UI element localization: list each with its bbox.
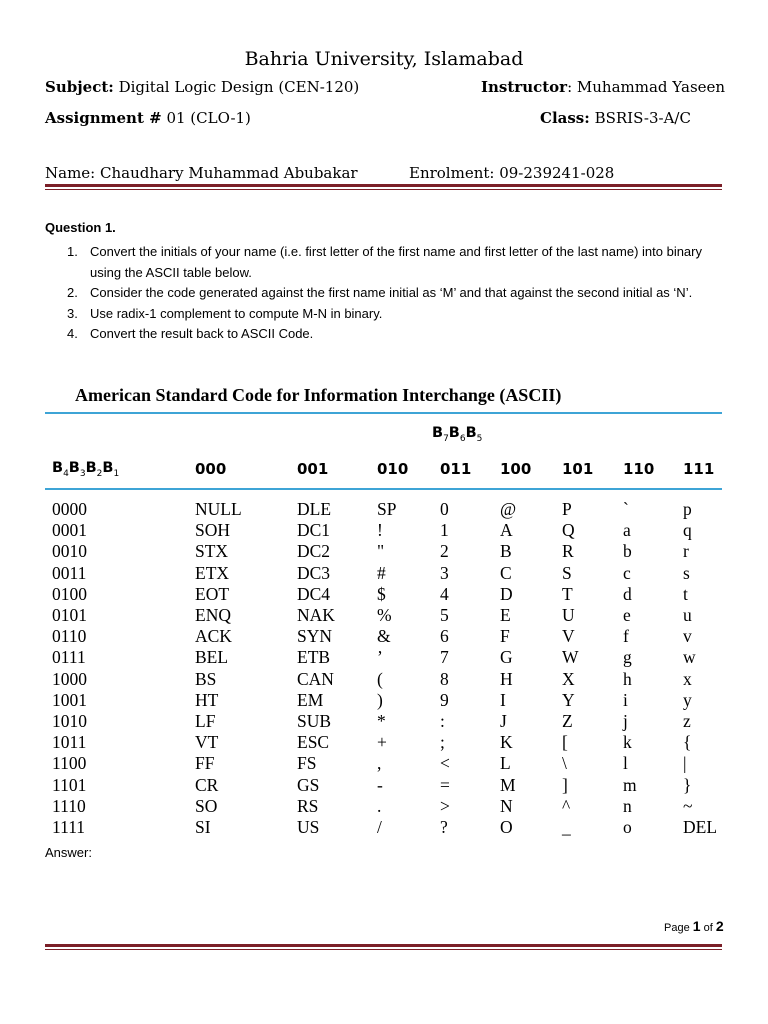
table-cell: 3	[440, 562, 449, 583]
row-bits: 1000	[52, 668, 87, 689]
table-cell: <	[440, 753, 450, 774]
table-cell: X	[562, 668, 575, 689]
table-cell: DEL	[683, 817, 718, 837]
table-header-line	[45, 488, 722, 490]
table-cell: 2	[440, 541, 449, 562]
table-cell: l	[623, 753, 628, 774]
table-cell: 4	[440, 583, 449, 604]
table-cell: k	[623, 732, 632, 753]
row-bits: 0010	[52, 541, 87, 562]
table-cell: EM	[297, 689, 324, 710]
table-cell: ENQ	[195, 605, 231, 625]
table-cell: DLE	[297, 499, 332, 519]
table-cell: v	[683, 626, 692, 647]
class-value: BSRIS-3-A/C	[594, 109, 691, 127]
table-cell: SUB	[297, 711, 332, 731]
table-cell: p	[683, 499, 692, 519]
table-cell: DC1	[297, 520, 331, 541]
table-cell: NULL	[195, 499, 242, 519]
subject-value: Digital Logic Design (CEN-120)	[118, 78, 360, 96]
table-cell: a	[623, 520, 631, 541]
table-cell: V	[562, 626, 575, 647]
university-title: Bahria University, Islamabad	[244, 48, 524, 70]
instructor-label: Instructor	[481, 78, 568, 96]
table-cell: g	[623, 647, 632, 668]
subject-label: Subject:	[45, 78, 114, 96]
table-cell: SI	[195, 817, 211, 837]
question-item-text: Use radix-1 complement to compute M-N in binary.	[90, 305, 383, 321]
question-title: Question 1.	[45, 220, 116, 235]
table-cell: {	[683, 732, 692, 753]
assignment-label: Assignment #	[45, 109, 162, 127]
table-cell: ;	[440, 732, 445, 753]
table-cell: ESC	[297, 732, 330, 753]
row-bits: 0111	[52, 647, 86, 668]
table-cell: ]	[562, 774, 568, 795]
table-cell: *	[377, 711, 386, 731]
table-cell: o	[623, 817, 632, 837]
column-group-header: $B_7B_6B_5$	[432, 425, 483, 444]
table-cell: 5	[440, 605, 449, 625]
table-cell: !	[377, 520, 383, 541]
table-cell: 8	[440, 668, 449, 689]
table-cell: `	[623, 499, 629, 519]
subject-line	[45, 78, 359, 96]
student-enrolment: Enrolment: 09-239241-028	[409, 164, 615, 182]
table-cell: 6	[440, 626, 449, 647]
table-cell: @	[500, 499, 517, 519]
row-bits: 1100	[52, 753, 87, 774]
assignment-line	[45, 109, 251, 127]
column-header: 000	[195, 460, 227, 478]
table-cell: \	[562, 753, 567, 774]
question-item-text: Consider the code generated against the first name initial as ‘M’ and that against the second initial as ‘N’.	[90, 285, 693, 300]
row-bits: 1001	[52, 689, 87, 710]
table-cell: /	[377, 817, 382, 837]
table-cell: u	[683, 605, 692, 625]
table-cell: f	[623, 626, 629, 647]
column-header: 110	[623, 460, 655, 478]
question-item-text: Convert the initials of your name (i.e. first letter of the first name and first letter of the last name) into binary using the ASCII table below.	[90, 244, 702, 280]
table-cell: ETX	[195, 562, 230, 583]
table-cell: "	[377, 541, 385, 562]
question-item-number: 3.	[67, 305, 78, 321]
row-bits: 1011	[52, 732, 87, 753]
column-header: 011	[440, 460, 472, 478]
column-header: 010	[377, 460, 409, 478]
table-cell: RS	[297, 795, 319, 816]
row-bits: 0101	[52, 605, 87, 625]
table-cell: DC2	[297, 541, 331, 562]
table-cell: m	[623, 774, 637, 795]
header-rule	[45, 184, 722, 190]
question-item-number: 2.	[67, 285, 78, 300]
table-cell: y	[683, 689, 692, 710]
row-bits: 0000	[52, 499, 87, 519]
table-cell: 9	[440, 689, 449, 710]
row-bits: 1110	[52, 795, 86, 816]
table-cell: w	[683, 647, 696, 668]
table-cell: BEL	[195, 647, 229, 668]
table-cell: ETB	[297, 647, 331, 668]
table-cell: (	[377, 668, 383, 689]
table-cell: J	[500, 711, 507, 731]
footer-rule	[45, 944, 722, 950]
table-cell: CAN	[297, 668, 334, 689]
table-cell: U	[562, 605, 575, 625]
question-item-text: Convert the result back to ASCII Code.	[90, 326, 314, 341]
table-cell: ,	[377, 753, 382, 774]
student-name: Name: Chaudhary Muhammad Abubakar	[45, 164, 358, 182]
table-cell: O	[500, 817, 513, 837]
question-item-number: 4.	[67, 326, 78, 341]
question-item	[67, 304, 722, 325]
table-cell: HT	[195, 689, 219, 710]
table-cell: j	[623, 711, 628, 731]
table-cell: 1	[440, 520, 449, 541]
table-cell: SOH	[195, 520, 231, 541]
table-cell: CR	[195, 774, 219, 795]
table-cell: K	[500, 732, 513, 753]
table-cell: H	[500, 668, 513, 689]
row-bits: 1111	[52, 817, 86, 837]
table-cell: =	[440, 774, 450, 795]
table-cell: US	[297, 817, 320, 837]
question-item-number: 1.	[67, 244, 78, 259]
table-cell: A	[500, 520, 513, 541]
table-cell: D	[500, 583, 513, 604]
table-cell: :	[440, 711, 445, 731]
row-bits: 0100	[52, 583, 87, 604]
table-cell: ACK	[195, 626, 232, 647]
table-cell: |	[683, 753, 687, 774]
table-cell: S	[562, 562, 572, 583]
table-cell: Q	[562, 520, 575, 541]
table-cell: B	[500, 541, 512, 562]
table-cell: %	[377, 605, 392, 625]
row-bits: 1010	[52, 711, 87, 731]
table-cell: &	[377, 626, 391, 647]
ascii-table-title: American Standard Code for Information Interchange (ASCII)	[75, 385, 562, 405]
table-cell: VT	[195, 732, 219, 753]
table-cell: t	[683, 583, 688, 604]
table-cell: >	[440, 795, 450, 816]
table-cell: $	[377, 583, 386, 604]
row-bits: 0011	[52, 562, 87, 583]
table-cell: W	[562, 647, 579, 668]
table-cell: E	[500, 605, 511, 625]
table-cell: b	[623, 541, 632, 562]
table-cell: e	[623, 605, 631, 625]
table-cell: C	[500, 562, 512, 583]
table-cell: q	[683, 520, 692, 541]
table-cell: x	[683, 668, 692, 689]
table-cell: ?	[440, 817, 448, 837]
table-cell: M	[500, 774, 516, 795]
table-cell: P	[562, 499, 572, 519]
table-cell: d	[623, 583, 632, 604]
table-cell: Z	[562, 711, 573, 731]
table-top-line	[45, 412, 722, 414]
row-group-header: $B_4B_3B_2B_1$	[52, 460, 120, 479]
table-cell: FS	[297, 753, 317, 774]
instructor-value: : Muhammad Yaseen	[567, 78, 726, 96]
assignment-value: 01 (CLO-1)	[166, 109, 251, 127]
table-cell: DC3	[297, 562, 331, 583]
instructor-line	[481, 78, 725, 96]
table-cell: R	[562, 541, 574, 562]
table-cell: STX	[195, 541, 229, 562]
class-line	[540, 109, 691, 127]
table-cell: SO	[195, 795, 218, 816]
table-cell: i	[623, 689, 628, 710]
table-cell: N	[500, 795, 513, 816]
table-cell: ’	[377, 647, 383, 668]
question-item	[67, 324, 722, 345]
table-cell: Y	[562, 689, 575, 710]
row-bits: 0001	[52, 520, 87, 541]
table-cell: z	[683, 711, 691, 731]
table-cell: GS	[297, 774, 320, 795]
table-cell: s	[683, 562, 690, 583]
column-header: 101	[562, 460, 594, 478]
table-cell: BS	[195, 668, 217, 689]
table-cell: c	[623, 562, 631, 583]
table-cell: EOT	[195, 583, 230, 604]
table-cell: [	[562, 732, 568, 753]
page-number: Page 1 of 2	[664, 918, 724, 934]
table-cell: n	[623, 795, 632, 816]
table-cell: }	[683, 774, 692, 795]
table-cell: h	[623, 668, 632, 689]
table-cell: G	[500, 647, 513, 668]
table-cell: _	[562, 817, 571, 837]
table-cell: ~	[683, 795, 693, 816]
table-cell: I	[500, 689, 506, 710]
table-cell: #	[377, 562, 386, 583]
table-cell: 7	[440, 647, 449, 668]
question-item	[67, 242, 722, 283]
answer-label: Answer:	[45, 845, 92, 860]
table-cell: ^	[562, 795, 571, 816]
table-cell: SP	[377, 499, 397, 519]
table-cell: FF	[195, 753, 215, 774]
table-cell: )	[377, 689, 383, 710]
table-cell: T	[562, 583, 573, 604]
table-cell: DC4	[297, 583, 331, 604]
table-cell: NAK	[297, 605, 335, 625]
class-label: Class:	[540, 109, 590, 127]
question-item	[67, 283, 722, 304]
table-cell: +	[377, 732, 387, 753]
row-bits: 1101	[52, 774, 87, 795]
table-cell: .	[377, 795, 382, 816]
table-cell: SYN	[297, 626, 333, 647]
table-cell: LF	[195, 711, 216, 731]
table-cell: F	[500, 626, 510, 647]
table-cell: 0	[440, 499, 449, 519]
column-header: 001	[297, 460, 329, 478]
row-bits: 0110	[52, 626, 87, 647]
table-cell: r	[683, 541, 689, 562]
table-cell: L	[500, 753, 511, 774]
column-header: 111	[683, 460, 715, 478]
column-header: 100	[500, 460, 532, 478]
table-cell: -	[377, 774, 383, 795]
question-list	[67, 242, 722, 345]
